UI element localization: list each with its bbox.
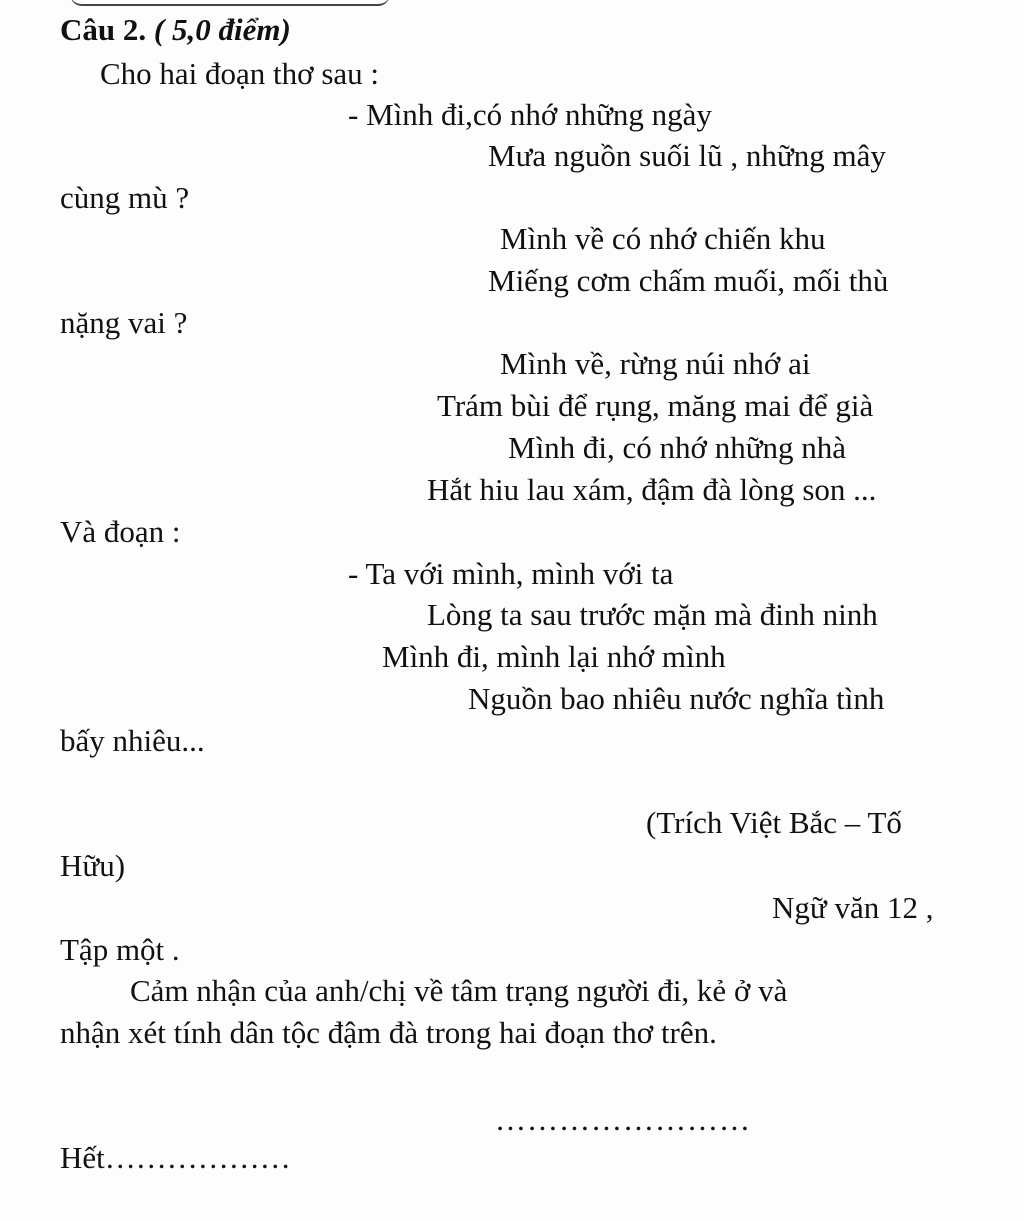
poem2-line-2: Lòng ta sau trước mặn mà đinh ninh (427, 597, 878, 632)
task-line-1: Cảm nhận của anh/chị về tâm trạng người đi, kẻ ở và (130, 973, 788, 1008)
source-line-2: Hữu) (60, 848, 126, 883)
poem1-line-5: Miếng cơm chấm muối, mối thù (488, 263, 889, 298)
cropped-top-mark (70, 0, 390, 6)
end-marker: Hết……………… (60, 1140, 291, 1175)
source-line-3: Ngữ văn 12 , (772, 890, 934, 925)
poem2-line-3: Mình đi, mình lại nhớ mình (382, 639, 726, 674)
poem1-line-8: Trám bùi để rụng, măng mai để già (437, 388, 874, 423)
poem2-line-4: Nguồn bao nhiêu nước nghĩa tình (468, 681, 885, 716)
poem1-line-6: nặng vai ? (60, 305, 188, 340)
poem1-line-1: - Mình đi,có nhớ những ngày (348, 97, 712, 132)
poem2-line-5: bấy nhiêu... (60, 723, 205, 758)
intro-text: Cho hai đoạn thơ sau : (100, 56, 379, 91)
poem1-line-4: Mình về có nhớ chiến khu (500, 221, 826, 256)
poem1-line-9: Mình đi, có nhớ những nhà (508, 430, 847, 465)
question-label: Câu 2. (60, 12, 147, 47)
separator-dots: …………………… (495, 1102, 751, 1137)
poem1-line-2: Mưa nguồn suối lũ , những mây (488, 138, 886, 173)
source-line-4: Tập một . (60, 932, 180, 967)
question-points: ( 5,0 điểm) (153, 12, 291, 47)
source-line-1: (Trích Việt Bắc – Tố (646, 805, 902, 840)
poem2-line-1: - Ta với mình, mình với ta (348, 556, 674, 591)
poem1-line-3: cùng mù ? (60, 180, 190, 215)
task-line-2: nhận xét tính dân tộc đậm đà trong hai đoạn thơ trên. (60, 1015, 717, 1050)
poem1-line-7: Mình về, rừng núi nhớ ai (500, 346, 811, 381)
transition-text: Và đoạn : (60, 514, 181, 549)
poem1-line-10: Hắt hiu lau xám, đậm đà lòng son ... (427, 472, 877, 507)
question-heading (60, 12, 291, 48)
